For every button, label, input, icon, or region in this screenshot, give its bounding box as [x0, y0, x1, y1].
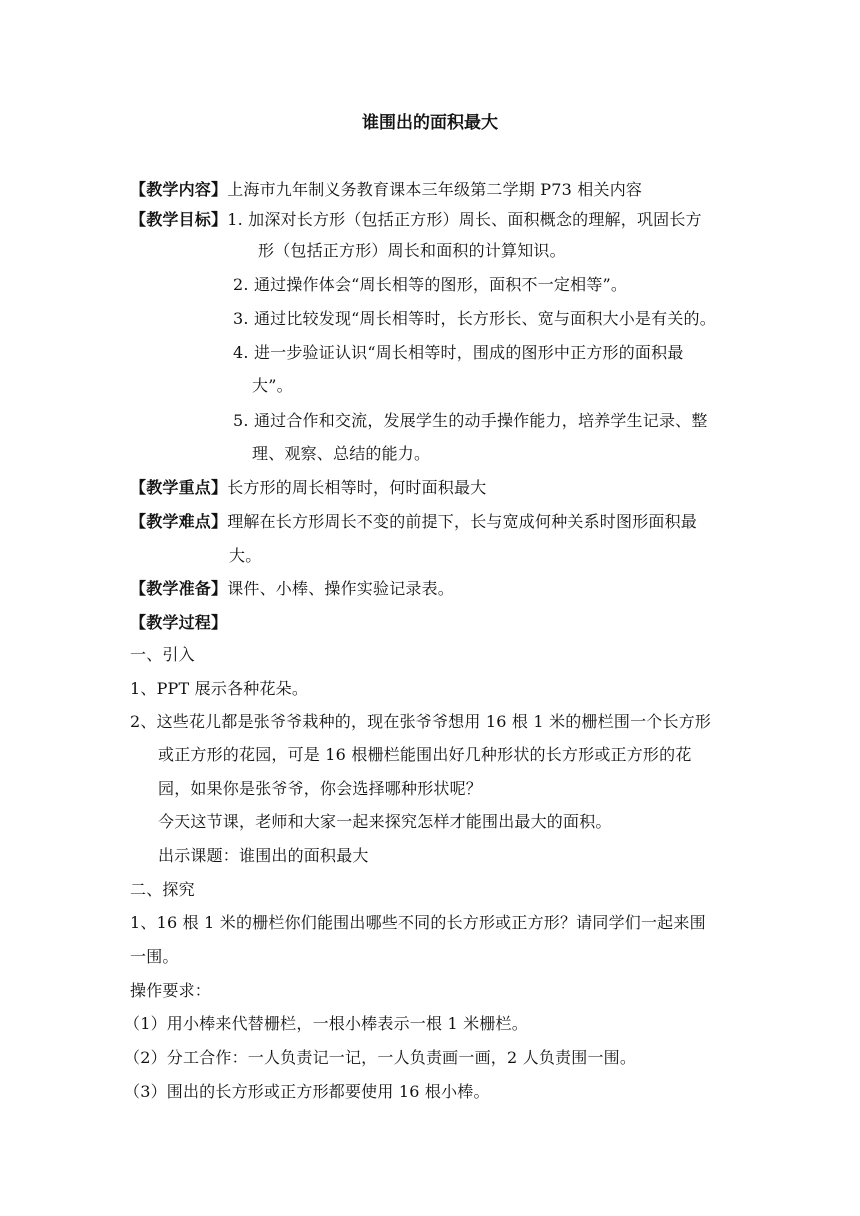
objective-4-line2: 大”。	[252, 376, 293, 395]
intro-step-2-line2: 或正方形的花园，可是 16 根栅栏能围出好几种形状的长方形或正方形的花	[158, 745, 692, 764]
intro-paragraph: 今天这节课，老师和大家一起来探究怎样才能围出最大的面积。	[158, 812, 612, 831]
objective-1-line2: 形（包括正方形）周长和面积的计算知识。	[258, 241, 566, 260]
key-point-label: 【教学重点】	[130, 478, 228, 497]
intro-step-2-line3: 园，如果你是张爷爷，你会选择哪种形状呢？	[158, 779, 483, 798]
difficulty-text-line1: 理解在长方形周长不变的前提下，长与宽成何种关系时图形面积最	[227, 512, 698, 531]
section-intro-heading: 一、引入	[130, 645, 195, 664]
objective-5-line1: 5. 通过合作和交流，发展学生的动手操作能力，培养学生记录、整	[233, 411, 708, 430]
operation-requirements-heading: 操作要求：	[130, 981, 212, 1000]
objective-5-line2: 理、观察、总结的能力。	[252, 444, 431, 463]
requirement-2: （2）分工合作：一人负责记一记，一人负责画一画，2 人负责围一围。	[124, 1048, 637, 1067]
teaching-content-label: 【教学内容】	[130, 180, 228, 199]
teaching-content-text: 上海市九年制义务教育课本三年级第二学期 P73 相关内容	[227, 180, 643, 199]
requirement-1: （1）用小棒来代替栅栏，一根小棒表示一根 1 米栅栏。	[124, 1014, 528, 1033]
preparation-text: 课件、小棒、操作实验记录表。	[227, 579, 455, 598]
objectives-row	[130, 209, 702, 231]
objective-3: 3. 通过比较发现“周长相等时，长方形长、宽与面积大小是有关的。	[233, 309, 716, 328]
preparation-label: 【教学准备】	[130, 579, 228, 598]
explore-step-1-line2: 一围。	[130, 947, 179, 966]
difficulty-text-line2: 大。	[229, 546, 262, 565]
intro-step-2-line1: 2、这些花儿都是张爷爷栽种的，现在张爷爷想用 16 根 1 米的栅栏围一个长方形	[130, 712, 712, 731]
preparation-row	[130, 578, 454, 600]
process-label: 【教学过程】	[130, 613, 228, 632]
key-point-text: 长方形的周长相等时，何时面积最大	[227, 478, 487, 497]
difficulty-row	[130, 511, 697, 533]
explore-step-1-line1: 1、16 根 1 米的栅栏你们能围出哪些不同的长方形或正方形？请同学们一起来围	[130, 913, 706, 932]
section-explore-heading: 二、探究	[130, 880, 195, 899]
objective-1-line1: 1. 加深对长方形（包括正方形）周长、面积概念的理解，巩固长方	[227, 210, 702, 229]
intro-step-1: 1、PPT 展示各种花朵。	[130, 679, 309, 698]
difficulty-label: 【教学难点】	[130, 512, 228, 531]
key-point-row	[130, 477, 486, 499]
objectives-label: 【教学目标】	[130, 210, 228, 229]
objective-4-line1: 4. 进一步验证认识“周长相等时，围成的图形中正方形的面积最	[233, 343, 684, 362]
teaching-content-row	[130, 179, 642, 201]
document-title: 谁围出的面积最大	[362, 113, 498, 133]
objective-2: 2. 通过操作体会“周长相等的图形，面积不一定相等”。	[233, 275, 628, 294]
requirement-3: （3）围出的长方形或正方形都要使用 16 根小棒。	[124, 1082, 490, 1101]
show-topic: 出示课题：谁围出的面积最大	[158, 846, 369, 865]
